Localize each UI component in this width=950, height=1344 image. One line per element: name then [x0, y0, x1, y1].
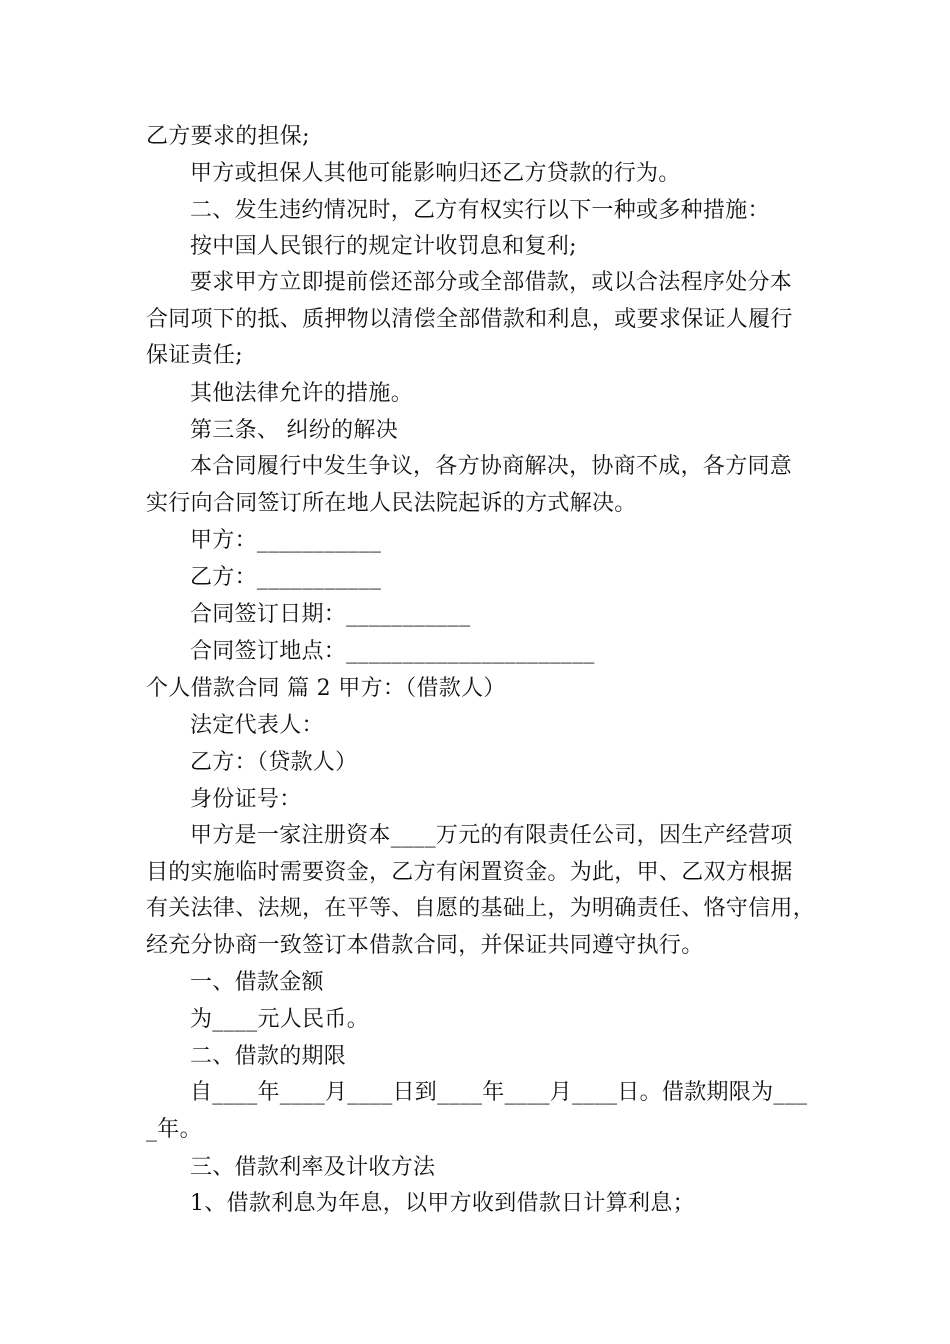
text-line: 身份证号： [190, 787, 302, 812]
signature-line-party-b: 乙方：___________ [190, 565, 382, 590]
text-line: 乙方要求的担保; [146, 124, 310, 149]
signing-place-line: 合同签订地点：______________________ [190, 639, 595, 664]
section-heading: 二、借款的期限 [190, 1044, 347, 1069]
text-line: _年。 [146, 1117, 202, 1142]
text-line: 实行向合同签订所在地人民法院起诉的方式解决。 [146, 491, 637, 516]
text-line: 为____元人民币。 [190, 1007, 370, 1032]
text-line: 自____年____月____日到____年____月____日。借款期限为___ [190, 1080, 808, 1105]
text-line: 合同项下的抵、质押物以清偿全部借款和利息，或要求保证人履行 [146, 307, 793, 332]
section-heading: 三、借款利率及计收方法 [190, 1155, 436, 1180]
section-heading: 一、借款金额 [190, 970, 324, 995]
text-line: 经充分协商一致签订本借款合同，并保证共同遵守执行。 [146, 933, 704, 958]
text-line: 要求甲方立即提前偿还部分或全部借款，或以合法程序处分本 [190, 270, 793, 295]
text-line: 二、发生违约情况时，乙方有权实行以下一种或多种措施： [190, 198, 770, 223]
text-line: 乙方：（贷款人） [190, 750, 358, 775]
text-line: 1、借款利息为年息，以甲方收到借款日计算利息； [190, 1191, 695, 1216]
text-line: 有关法律、法规，在平等、自愿的基础上，为明确责任、恪守信用， [146, 896, 816, 921]
text-line: 其他法律允许的措施。 [190, 381, 414, 406]
text-line: 目的实施临时需要资金，乙方有闲置资金。为此，甲、乙双方根据 [146, 860, 793, 885]
text-line: 保证责任; [146, 343, 243, 368]
text-line: 甲方或担保人其他可能影响归还乙方贷款的行为。 [190, 161, 681, 186]
section-heading: 第三条、 纠纷的解决 [190, 418, 398, 443]
contract-title-line: 个人借款合同 篇 2 甲方：（借款人） [146, 676, 506, 701]
text-line: 按中国人民银行的规定计收罚息和复利; [190, 234, 577, 259]
text-line: 甲方是一家注册资本____万元的有限责任公司，因生产经营项 [190, 823, 793, 848]
signing-date-line: 合同签订日期：___________ [190, 602, 471, 627]
text-line: 法定代表人： [190, 713, 324, 738]
signature-line-party-a: 甲方：___________ [190, 528, 382, 553]
text-line: 本合同履行中发生争议，各方协商解决，协商不成，各方同意 [190, 454, 793, 479]
